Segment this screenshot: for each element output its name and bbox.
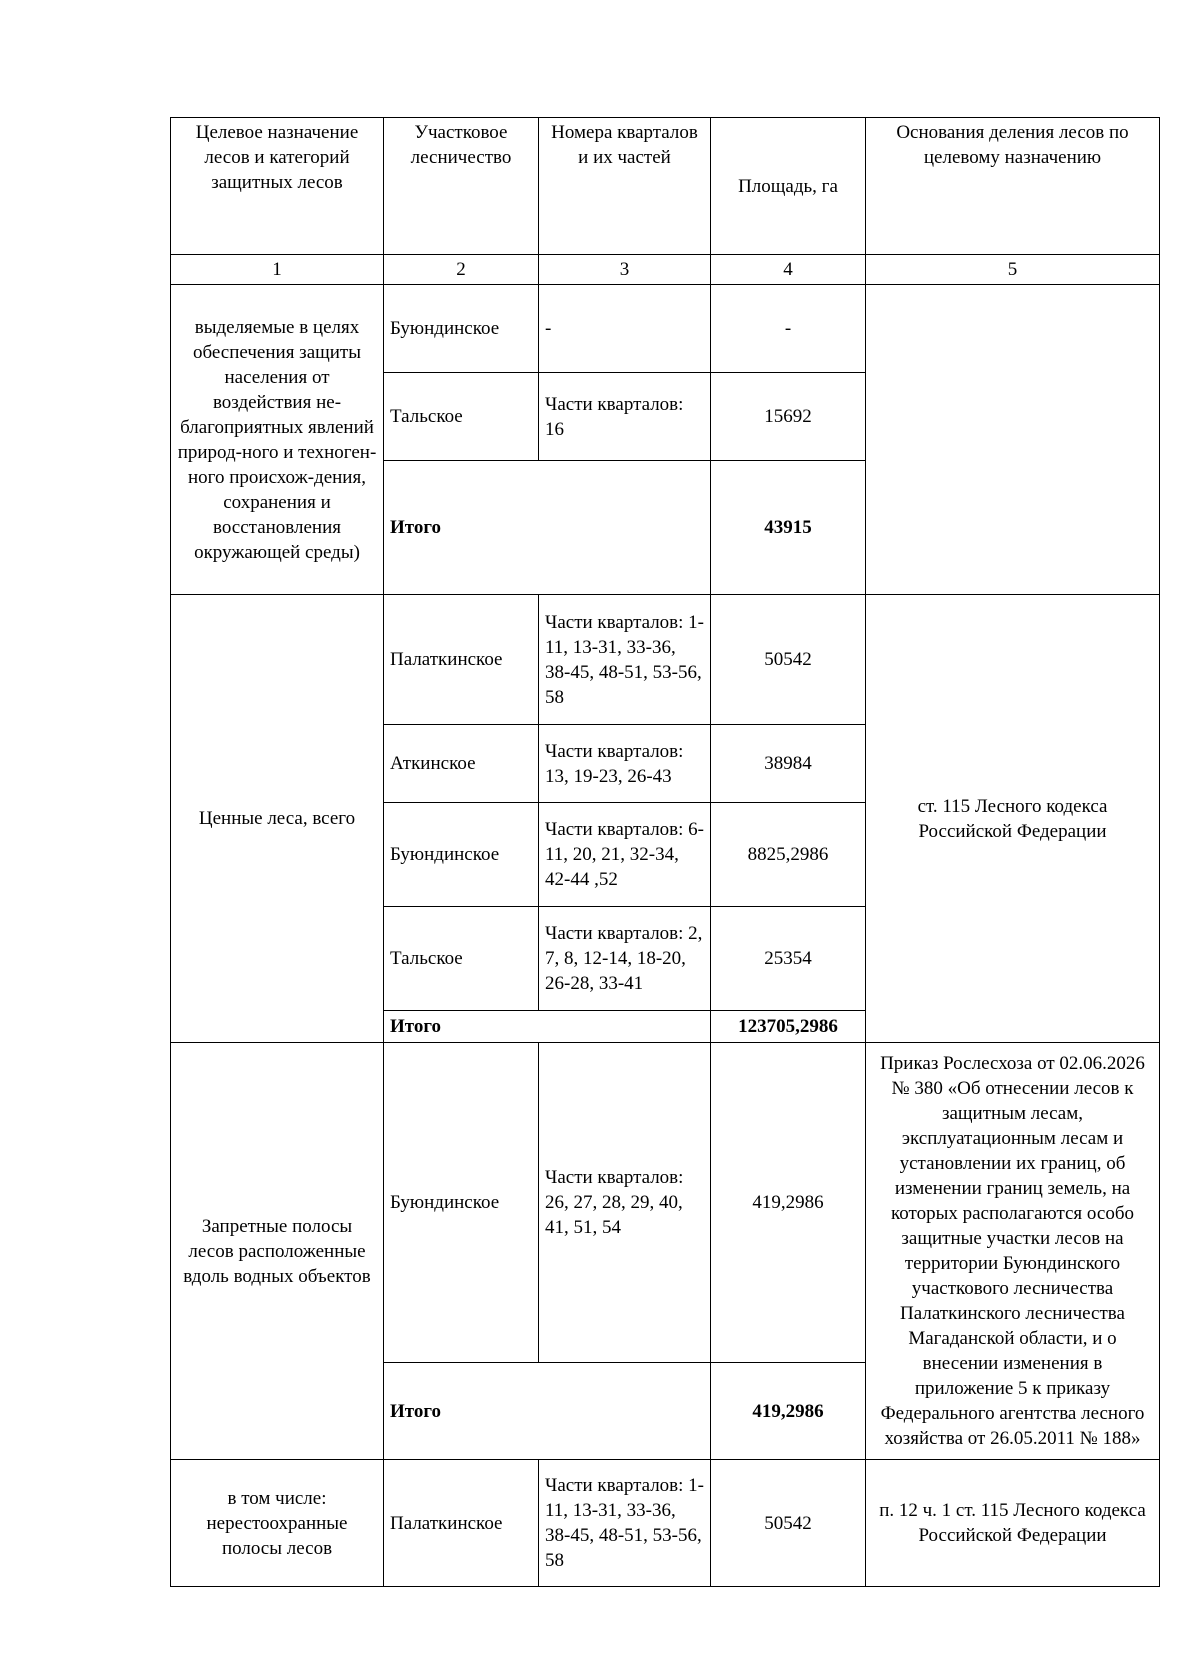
category-restricted-strips: Запретные полосы лесов расположенные вдоль водных объектов (171, 1043, 384, 1460)
area-cell: 25354 (711, 907, 866, 1011)
total-label: Итого (384, 1363, 711, 1460)
column-number-2: 2 (384, 255, 539, 285)
header-forestry: Участковое лесничество (384, 118, 539, 255)
header-area: Площадь, га (711, 118, 866, 255)
column-number-5: 5 (866, 255, 1160, 285)
basis-cell: Приказ Рослесхоза от 02.06.2026 № 380 «Об отнесении лесов к защитным лесам, эксплуатационным лесам и установлении их границ, об изменении границ земель, на которых располагаются особо защитные участки лесов на территории Буюндинского участкового лесничества Палаткинского лесничества Магаданской области, и о внесении изменения в приложение 5 к приказу Федерального агентства лесного хозяйства от 26.05.2011 № 188» (866, 1043, 1160, 1460)
area-cell: 38984 (711, 725, 866, 803)
area-cell: 419,2986 (711, 1043, 866, 1363)
forestry-cell: Аткинское (384, 725, 539, 803)
area-cell: 8825,2986 (711, 803, 866, 907)
area-cell: - (711, 285, 866, 373)
forestry-cell: Палаткинское (384, 595, 539, 725)
table-row (171, 1043, 1160, 1363)
table-row (171, 595, 1160, 725)
category-spawning-strips: в том числе: нерестоохранные полосы лесов (171, 1460, 384, 1587)
forestry-cell: Тальское (384, 907, 539, 1011)
area-cell: 15692 (711, 373, 866, 461)
category-protective-environment: выделяемые в целях обеспечения защиты населения от воздействия не-благоприятных явлений природ-ного и техноген-ного происхож-дения, сохранения и восстановления окружающей среды) (171, 285, 384, 595)
area-cell: 50542 (711, 1460, 866, 1587)
total-label: Итого (384, 461, 711, 595)
total-area: 123705,2986 (711, 1011, 866, 1043)
header-purpose: Целевое назначение лесов и категорий защитных лесов (171, 118, 384, 255)
forestry-cell: Буюндинское (384, 285, 539, 373)
quarters-cell: Части кварталов: 2, 7, 8, 12-14, 18-20, 26-28, 33-41 (539, 907, 711, 1011)
forestry-cell: Палаткинское (384, 1460, 539, 1587)
category-valuable-forests: Ценные леса, всего (171, 595, 384, 1043)
basis-cell: п. 12 ч. 1 ст. 115 Лесного кодекса Российской Федерации (866, 1460, 1160, 1587)
forestry-cell: Буюндинское (384, 1043, 539, 1363)
column-number-3: 3 (539, 255, 711, 285)
quarters-cell: Части кварталов: 13, 19-23, 26-43 (539, 725, 711, 803)
total-area: 419,2986 (711, 1363, 866, 1460)
column-number-4: 4 (711, 255, 866, 285)
table-header-row (171, 118, 1160, 255)
column-number-1: 1 (171, 255, 384, 285)
header-basis: Основания деления лесов по целевому назначению (866, 118, 1160, 255)
forest-purpose-table (170, 117, 1160, 1587)
table-row (171, 285, 1160, 373)
header-quarters: Номера кварталов и их частей (539, 118, 711, 255)
total-label: Итого (384, 1011, 711, 1043)
area-cell: 50542 (711, 595, 866, 725)
total-area: 43915 (711, 461, 866, 595)
quarters-cell: Части кварталов: 6-11, 20, 21, 32-34, 42-44 ,52 (539, 803, 711, 907)
quarters-cell: Части кварталов: 26, 27, 28, 29, 40, 41, 51, 54 (539, 1043, 711, 1363)
quarters-cell: Части кварталов: 1-11, 13-31, 33-36, 38-45, 48-51, 53-56, 58 (539, 595, 711, 725)
quarters-cell: Части кварталов: 1-11, 13-31, 33-36, 38-45, 48-51, 53-56, 58 (539, 1460, 711, 1587)
table-row (171, 1460, 1160, 1587)
basis-cell (866, 285, 1160, 595)
quarters-cell: Части кварталов: 16 (539, 373, 711, 461)
quarters-cell: - (539, 285, 711, 373)
column-number-row (171, 255, 1160, 285)
basis-cell: ст. 115 Лесного кодекса Российской Федерации (866, 595, 1160, 1043)
forestry-cell: Тальское (384, 373, 539, 461)
forestry-cell: Буюндинское (384, 803, 539, 907)
